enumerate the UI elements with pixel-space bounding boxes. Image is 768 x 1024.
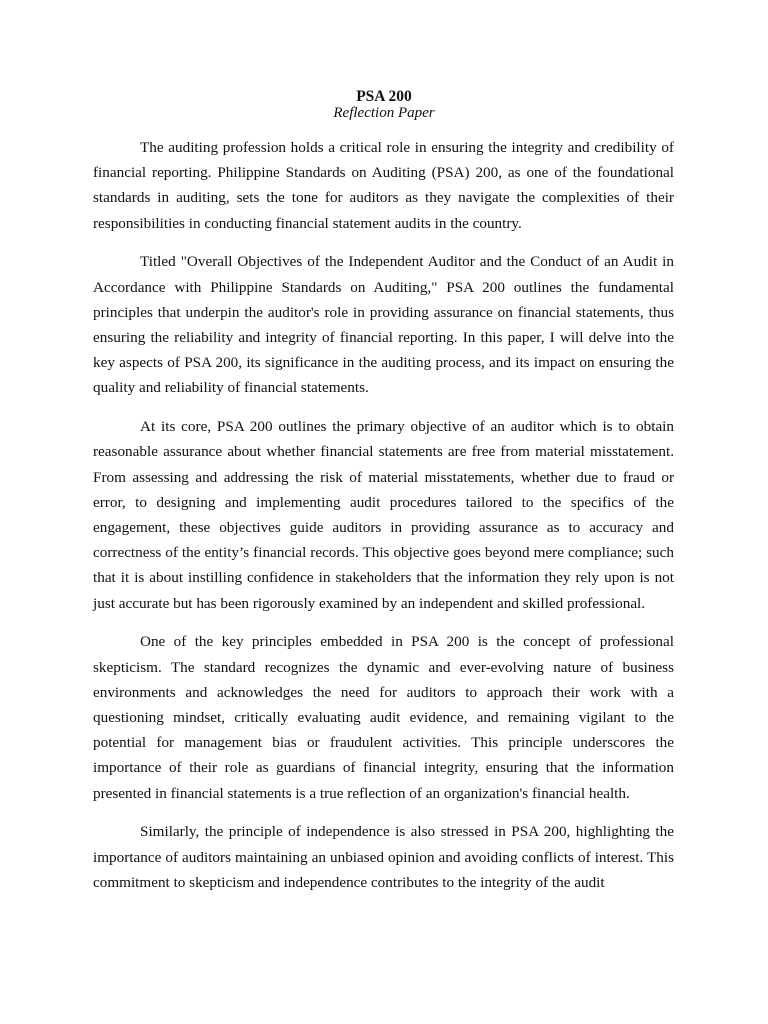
paragraph-independence: Similarly, the principle of independence is also stressed in PSA 200, highlighting the importance of auditors maintaining an unbiased opinion and avoiding conflicts of interest. This commitment to skepticism and independence contributes to the integrity of the audit	[93, 823, 674, 891]
paragraph-title-overview: Titled "Overall Objectives of the Independent Auditor and the Conduct of an Audit in Accordance with Philippine Standards on Auditing," PSA 200 outlines the fundamental principles that underpin the auditor's role in providing assurance on financial statements, thus ensuring the reliability and integrity of financial reporting. In this paper, I will delve into the key aspects of PSA 200, its significance in the auditing process, and its impact on ensuring the quality and reliability of financial statements.	[93, 253, 674, 397]
document-body	[93, 135, 674, 909]
paragraph-core-objective: At its core, PSA 200 outlines the primary objective of an auditor which is to obtain reasonable assurance about whether financial statements are free from material misstatement. From assessing and addressing the risk of material misstatements, whether due to fraud or error, to designing and implementing audit procedures tailored to the specifics of the engagement, these objectives guide auditors in providing assurance as to accuracy and correctness of the entity’s financial records. This objective goes beyond mere compliance; such that it is about instilling confidence in stakeholders that the information they rely upon is not just accurate but has been rigorously examined by an independent and skilled professional.	[93, 418, 674, 612]
paragraph-intro: The auditing profession holds a critical role in ensuring the integrity and credibility of financial reporting. Philippine Standards on Auditing (PSA) 200, as one of the foundational standards in auditing, sets the tone for auditors as they navigate the complexities of their responsibilities in conducting financial statement audits in the country.	[93, 139, 674, 232]
paragraph-professional-skepticism: One of the key principles embedded in PSA 200 is the concept of professional skepticism. The standard recognizes the dynamic and ever-evolving nature of business environments and acknowledges the need for auditors to approach their work with a questioning mindset, critically evaluating audit evidence, and remaining vigilant to the potential for management bias or fraudulent activities. This principle underscores the importance of their role as guardians of financial integrity, ensuring that the information presented in financial statements is a true reflection of an organization's financial health.	[93, 633, 674, 802]
document-subtitle: Reflection Paper	[333, 105, 435, 121]
document-title: PSA 200	[356, 88, 412, 105]
